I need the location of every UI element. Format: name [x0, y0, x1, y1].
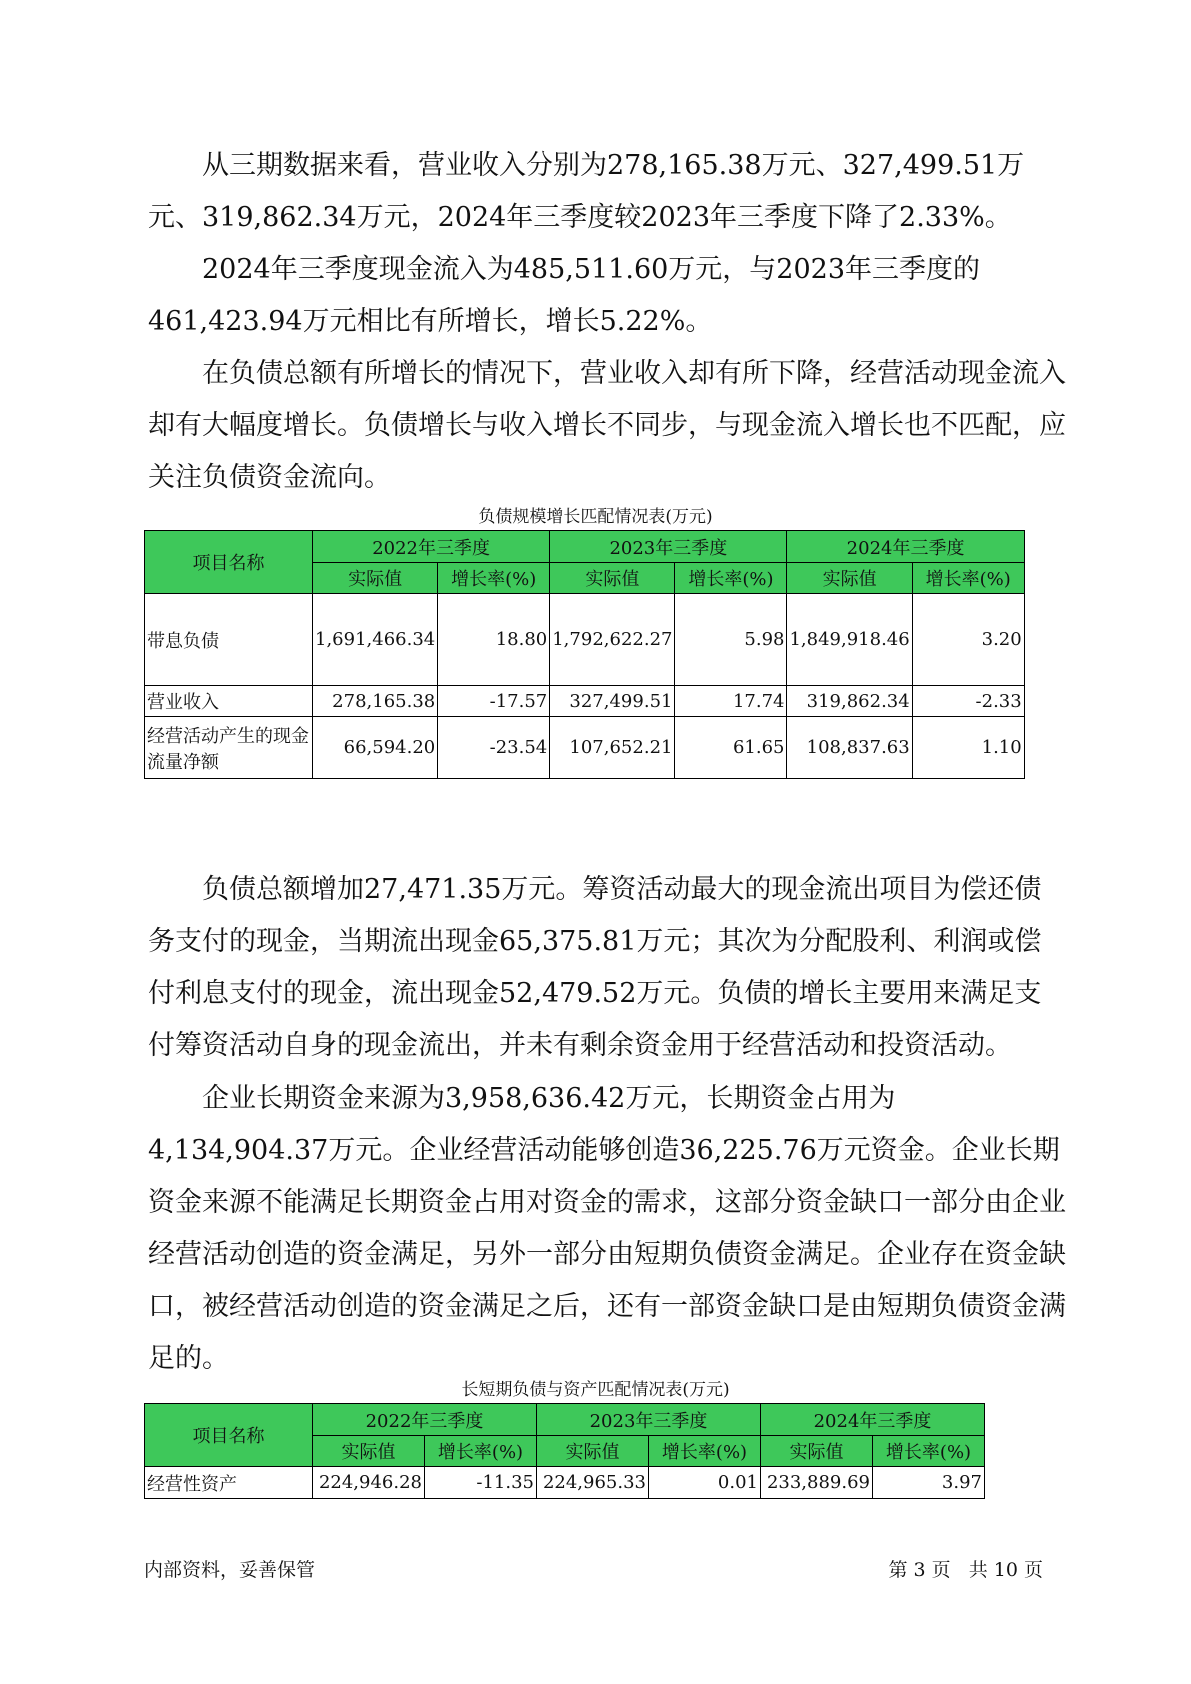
actual-value-cell: 319,862.34	[787, 686, 912, 717]
actual-value-cell: 107,652.21	[550, 717, 675, 779]
table-row	[145, 1467, 985, 1499]
actual-value-header: 实际值	[550, 563, 675, 594]
growth-rate-header: 增长率(%)	[425, 1436, 537, 1467]
growth-rate-cell: 5.98	[675, 594, 787, 686]
period-header: 2024年三季度	[761, 1404, 985, 1436]
paragraph-debt-mismatch: 在负债总额有所增长的情况下，营业收入却有所下降，经营活动现金流入却有大幅度增长。负债增长与收入增长不同步，与现金流入增长也不匹配，应关注负债资金流向。	[148, 358, 1066, 493]
period-header: 2023年三季度	[550, 531, 787, 563]
growth-rate-header: 增长率(%)	[675, 563, 787, 594]
actual-value-cell: 233,889.69	[761, 1467, 873, 1499]
row-name: 经营性资产	[145, 1467, 313, 1499]
growth-rate-cell: 1.10	[912, 717, 1024, 779]
paragraph-debt-increase: 负债总额增加27,471.35万元。筹资活动最大的现金流出项目为偿还债务支付的现金，当期流出现金65,375.81万元；其次为分配股利、利润或偿付利息支付的现金，流出现金52,479.52万元。负债的增长主要用来满足支付筹资活动自身的现金流出，并未有剩余资金用于经营活动和投资活动。	[148, 874, 1042, 1061]
growth-rate-cell: -23.54	[438, 717, 550, 779]
actual-value-cell: 66,594.20	[313, 717, 438, 779]
actual-value-cell: 1,849,918.46	[787, 594, 912, 686]
actual-value-header: 实际值	[313, 563, 438, 594]
table-row	[145, 594, 1025, 686]
growth-rate-cell: -11.35	[425, 1467, 537, 1499]
actual-value-header: 实际值	[537, 1436, 649, 1467]
paragraph-revenue: 从三期数据来看，营业收入分别为278,165.38万元、327,499.51万元、319,862.34万元，2024年三季度较2023年三季度下降了2.33%。	[148, 150, 1025, 233]
period-header: 2024年三季度	[787, 531, 1024, 563]
footer-confidential-note: 内部资料，妥善保管	[144, 1559, 316, 1581]
actual-value-header: 实际值	[313, 1436, 425, 1467]
growth-rate-cell: 3.20	[912, 594, 1024, 686]
actual-value-header: 实际值	[761, 1436, 873, 1467]
growth-rate-header: 增长率(%)	[438, 563, 550, 594]
row-name: 营业收入	[145, 686, 313, 717]
actual-value-cell: 1,792,622.27	[550, 594, 675, 686]
table-row	[145, 686, 1025, 717]
growth-rate-cell: -17.57	[438, 686, 550, 717]
actual-value-cell: 278,165.38	[313, 686, 438, 717]
table2-caption: 长短期负债与资产匹配情况表(万元)	[461, 1380, 730, 1400]
footer-page-number: 第 3 页 共 10 页	[888, 1559, 1043, 1581]
row-name: 经营活动产生的现金流量净额	[145, 717, 313, 779]
actual-value-cell: 224,965.33	[537, 1467, 649, 1499]
growth-rate-cell: 17.74	[675, 686, 787, 717]
actual-value-cell: 327,499.51	[550, 686, 675, 717]
growth-rate-cell: 61.65	[675, 717, 787, 779]
paragraph-cash-inflow: 2024年三季度现金流入为485,511.60万元，与2023年三季度的461,423.94万元相比有所增长，增长5.22%。	[148, 254, 981, 337]
actual-value-cell: 108,837.63	[787, 717, 912, 779]
actual-value-header: 实际值	[787, 563, 912, 594]
period-header: 2022年三季度	[313, 1404, 537, 1436]
growth-rate-cell: -2.33	[912, 686, 1024, 717]
row-name: 带息负债	[145, 594, 313, 686]
debt-growth-table	[144, 530, 1025, 779]
paragraph-long-term-funds: 企业长期资金来源为3,958,636.42万元，长期资金占用为4,134,904.37万元。企业经营活动能够创造36,225.76万元资金。企业长期资金来源不能满足长期资金占用对资金的需求，这部分资金缺口一部分由企业经营活动创造的资金满足，另外一部分由短期负债资金满足。企业存在资金缺口，被经营活动创造的资金满足之后，还有一部资金缺口是由短期负债资金满足的。	[148, 1083, 1066, 1374]
growth-rate-cell: 3.97	[873, 1467, 985, 1499]
period-header: 2023年三季度	[537, 1404, 761, 1436]
actual-value-cell: 1,691,466.34	[313, 594, 438, 686]
growth-rate-header: 增长率(%)	[873, 1436, 985, 1467]
debt-asset-match-table	[144, 1403, 985, 1499]
item-name-header: 项目名称	[145, 531, 313, 594]
growth-rate-header: 增长率(%)	[649, 1436, 761, 1467]
table1-caption: 负债规模增长匹配情况表(万元)	[478, 507, 713, 527]
period-header: 2022年三季度	[313, 531, 550, 563]
table-row	[145, 717, 1025, 779]
item-name-header: 项目名称	[145, 1404, 313, 1467]
growth-rate-cell: 0.01	[649, 1467, 761, 1499]
growth-rate-header: 增长率(%)	[912, 563, 1024, 594]
growth-rate-cell: 18.80	[438, 594, 550, 686]
actual-value-cell: 224,946.28	[313, 1467, 425, 1499]
